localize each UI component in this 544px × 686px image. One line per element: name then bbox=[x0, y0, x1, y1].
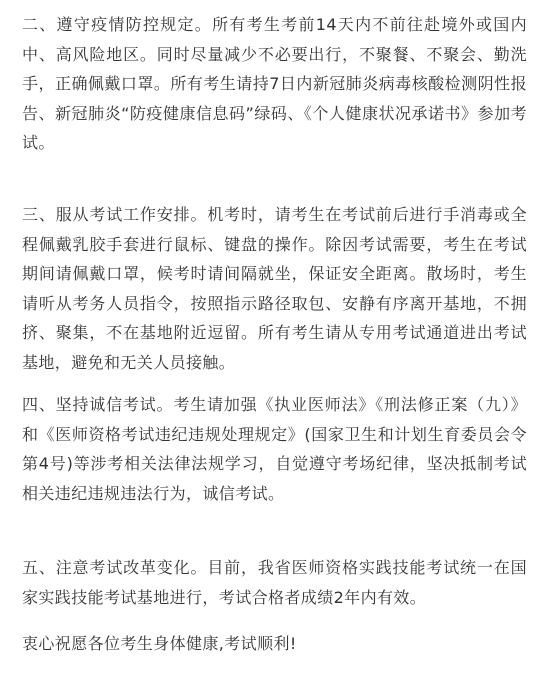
paragraph-epidemic-rules: 二、遵守疫情防控规定。所有考生考前14天内不前往赴境外或国内中、高风险地区。同时尽量减少不必要出行，不聚餐、不聚会、勤洗手，正确佩戴口罩。所有考生请持7日内新冠肺炎病毒核酸检测阴性报告、新冠肺炎“防疫健康信息码”绿码、《个人健康状况承诺书》参加考试。 bbox=[22, 15, 527, 152]
paragraph-exam-arrangement: 三、服从考试工作安排。机考时，请考生在考试前后进行手消毒或全程佩戴乳胶手套进行鼠标、键盘的操作。除因考试需要，考生在考试期间请佩戴口罩，候考时请间隔就坐，保证安全距离。散场时，考生请听从考务人员指令，按照指示路径取包、安静有序离开基地，不拥挤、聚集，不在基地附近逗留。所有考生请从专用考试通道进出考试基地，避免和无关人员接触。 bbox=[22, 205, 527, 372]
paragraph-integrity: 四、坚持诚信考试。考生请加强《执业医师法》《刑法修正案（九）》和《医师资格考试违纪违规处理规定》(国家卫生和计划生育委员会令第4号)等涉考相关法律法规学习，自觉遵守考场纪律，坚决抵制考试相关违纪违规违法行为，诚信考试。 bbox=[22, 395, 527, 503]
paragraph-closing-wish: 衷心祝愿各位考生身体健康,考试顺利! bbox=[22, 634, 297, 653]
paragraph-reform: 五、注意考试改革变化。目前，我省医师资格实践技能考试统一在国家实践技能考试基地进行，考试合格者成绩2年内有效。 bbox=[22, 558, 527, 607]
